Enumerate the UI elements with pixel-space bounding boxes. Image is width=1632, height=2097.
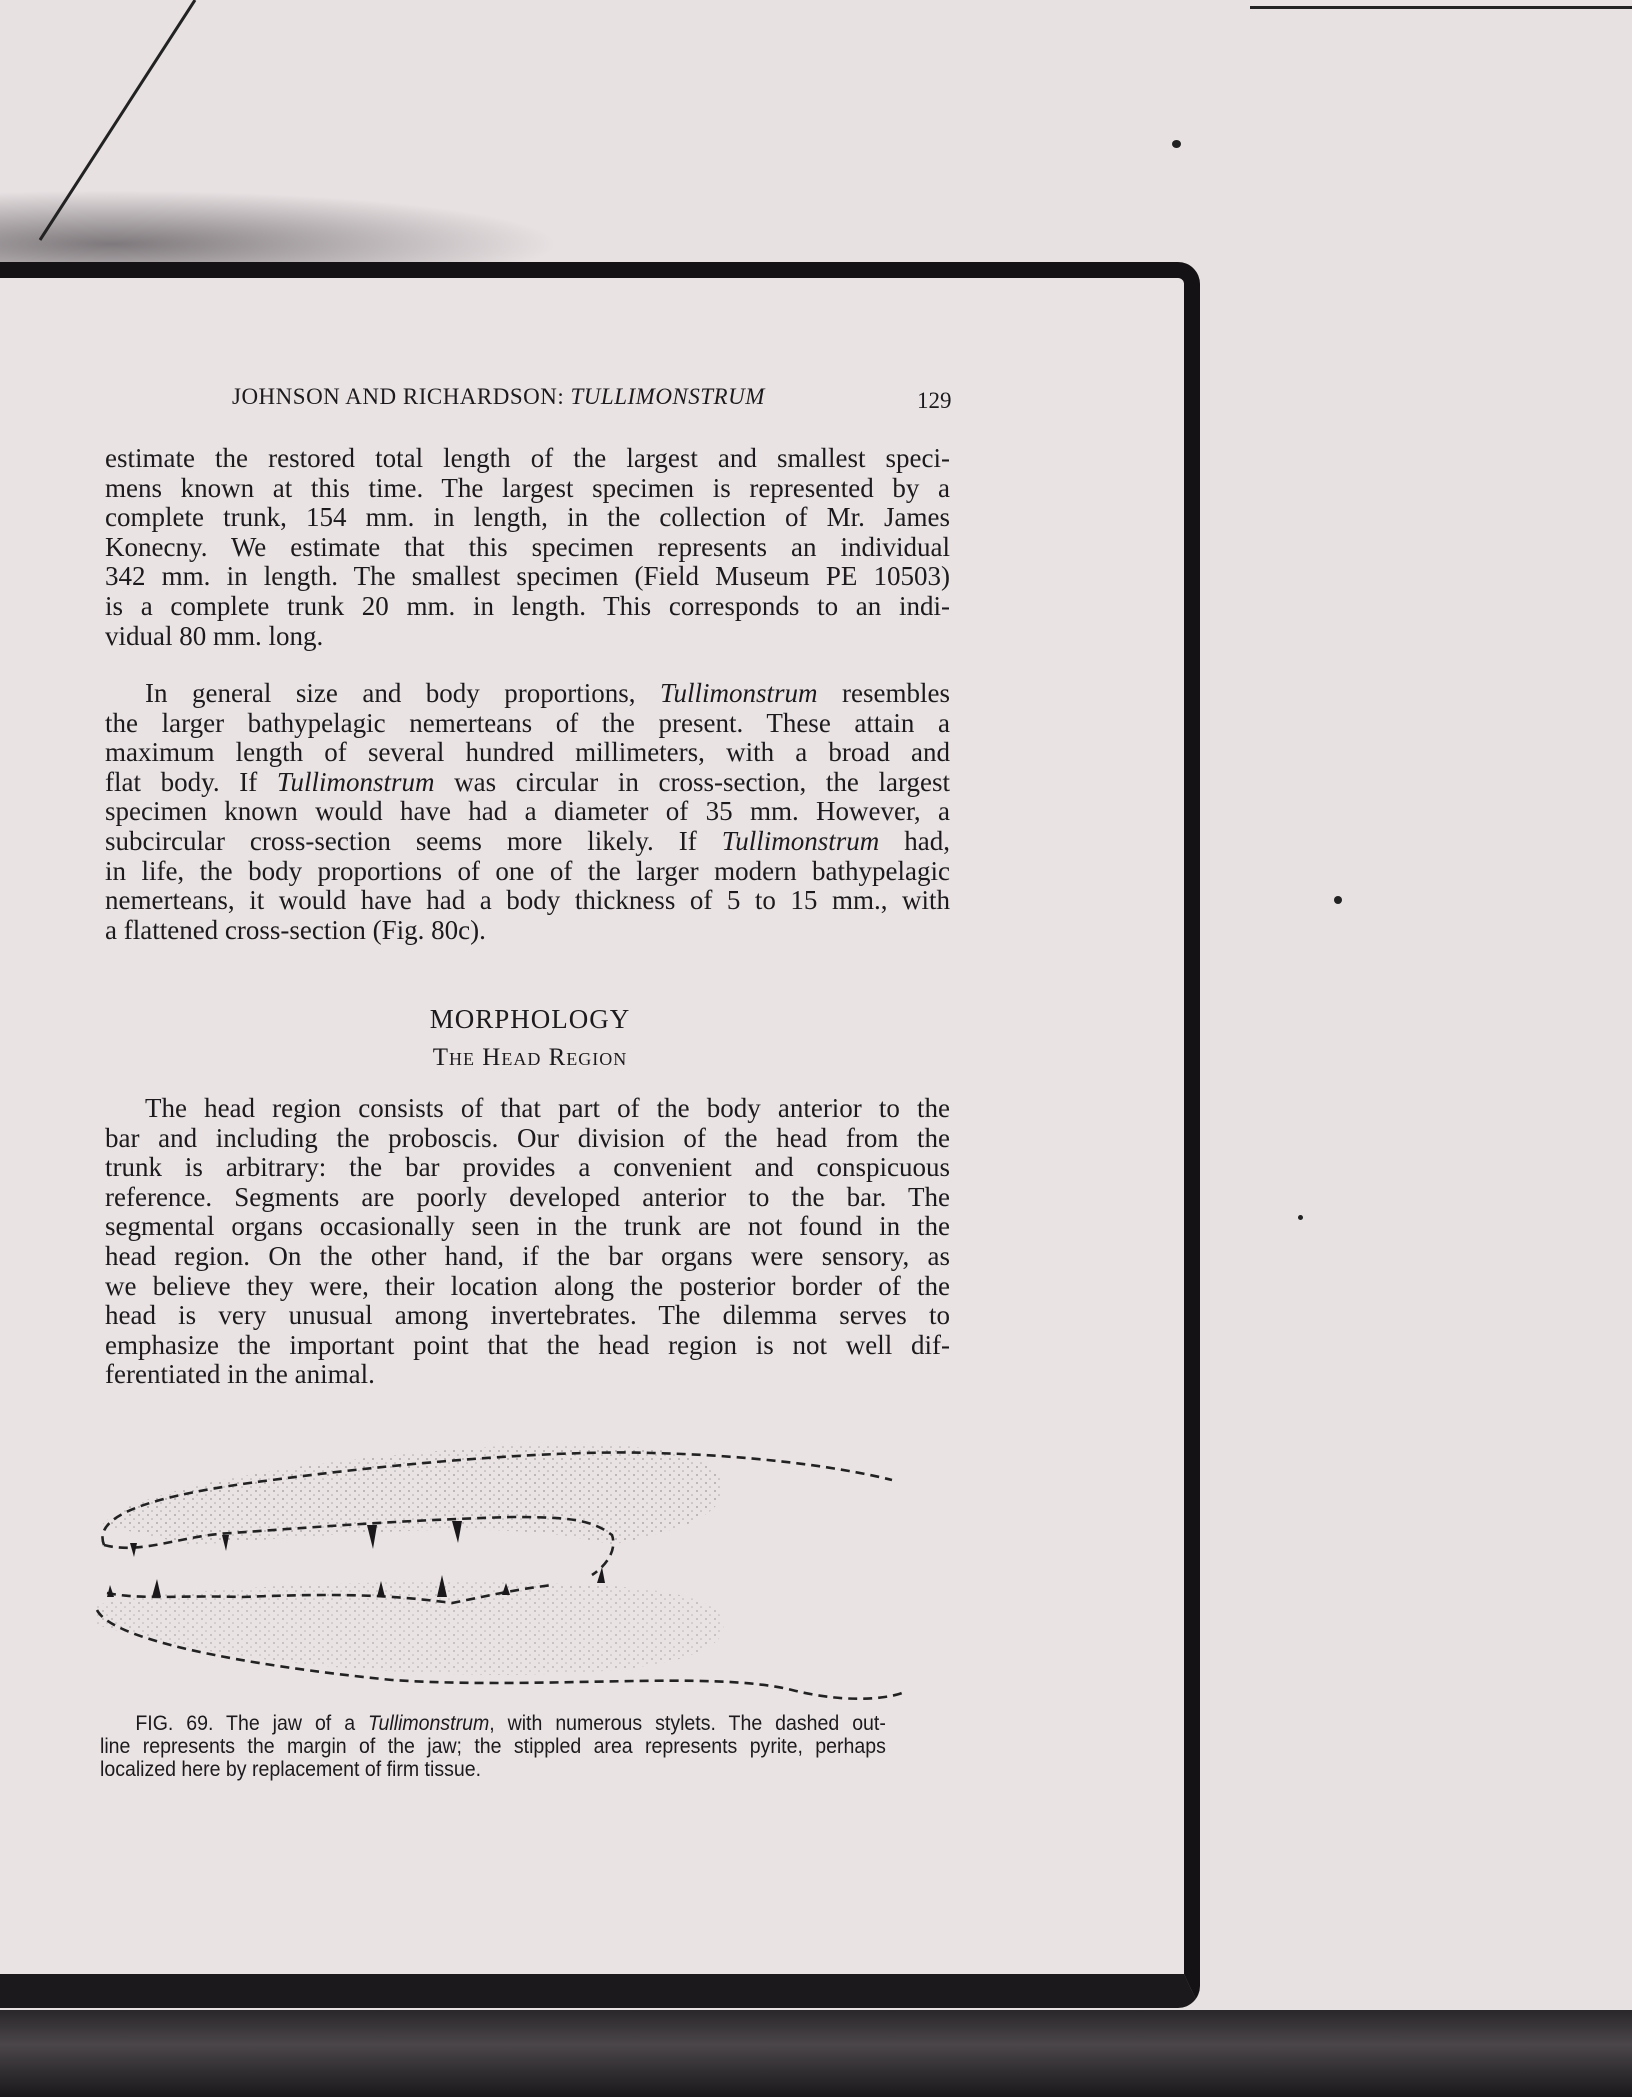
text-line: complete trunk, 154 mm. in length, in the collection of Mr. James [105,502,950,533]
text-line: flat body. If Tullimonstrum was circular in cross-section, the largest [105,766,950,797]
text-line: we believe they were, their location along the posterior border of the [105,1270,950,1301]
text-line: line represents the margin of the jaw; the stippled area represents pyrite, perhaps [100,1735,886,1758]
running-head-title: TULLIMONSTRUM [570,384,765,409]
text-line: subcircular cross-section seems more likely. If Tullimonstrum had, [105,825,950,856]
text-line: ferentiated in the animal. [105,1359,375,1390]
scan-bottom-edge [0,2010,1632,2097]
figure-caption [100,1712,886,1781]
subsection-heading: The Head Region [432,1044,628,1071]
text-line: The head region consists of that part of the body anterior to the [145,1093,950,1123]
text-line: specimen known would have had a diameter of 35 mm. However, a [105,796,950,827]
figure-jaw-illustration [92,1425,942,1705]
lower-jaw-stipple [97,1582,723,1675]
text-line: segmental organs occasionally seen in the trunk are not found in the [105,1211,950,1242]
text-line: bar and including the proboscis. Our division of the head from the [105,1122,950,1153]
scan-edge-line [0,0,260,300]
text-line: head region. On the other hand, if the bar organs were sensory, as [105,1240,950,1271]
scan-speck [1172,140,1181,148]
text-line: estimate the restored total length of the largest and smallest speci- [105,443,950,473]
running-head-authors: JOHNSON AND RICHARDSON: [232,384,571,409]
text-line: a flattened cross-section (Fig. 80c). [105,914,486,945]
text-line: localized here by replacement of firm tissue. [100,1758,482,1781]
text-line: maximum length of several hundred millimeters, with a broad and [105,737,950,768]
text-line: vidual 80 mm. long. [105,620,324,651]
text-line: in life, the body proportions of one of the larger modern bathypelagic [105,855,950,886]
text-line: is a complete trunk 20 mm. in length. This corresponds to an indi- [105,590,950,621]
text-line: emphasize the important point that the head region is not well dif- [105,1329,950,1360]
paragraph-3 [105,1094,950,1390]
scan-edge-line-top [1250,6,1632,9]
page-number: 129 [917,388,952,413]
text-line: the larger bathypelagic nemerteans of the present. These attain a [105,707,950,738]
text-line: 342 mm. in length. The smallest specimen (Field Museum PE 10503) [105,561,950,592]
paragraph-2 [105,679,950,945]
running-head [232,384,765,410]
text-line: nemerteans, it would have had a body thickness of 5 to 15 mm., with [105,885,950,916]
upper-jaw-stipple [102,1444,723,1545]
scan-speck [1298,1215,1303,1220]
text-line: trunk is arbitrary: the bar provides a convenient and conspicuous [105,1152,950,1183]
text-line: reference. Segments are poorly developed anterior to the bar. The [105,1181,950,1212]
section-heading: MORPHOLOGY [429,1004,631,1034]
text-line: In general size and body proportions, Tullimonstrum resembles [145,678,951,708]
scan-speck [1334,896,1342,904]
text-line: mens known at this time. The largest specimen is represented by a [105,472,950,503]
text-line: FIG. 69. The jaw of a Tullimonstrum, with numerous stylets. The dashed out- [135,1712,886,1735]
text-line: Konecny. We estimate that this specimen represents an individual [105,531,950,562]
paragraph-1 [105,444,950,651]
text-line: head is very unusual among invertebrates. The dilemma serves to [105,1300,950,1331]
